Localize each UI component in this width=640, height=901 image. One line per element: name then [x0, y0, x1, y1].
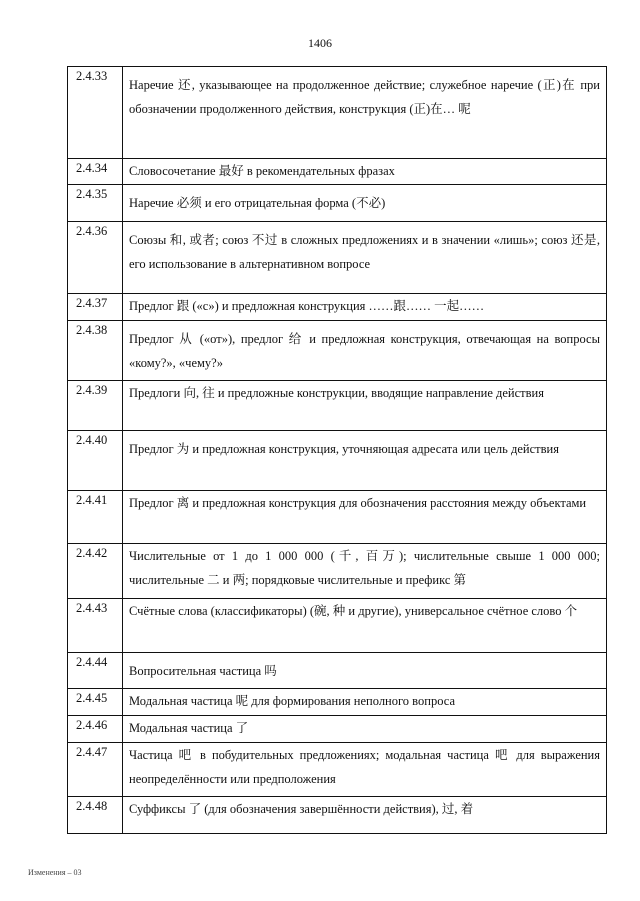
- row-description: Предлог 从 («от»), предлог 给 и предложная конструкция, отвечающая на вопросы «кому?», «чему?»: [123, 321, 607, 381]
- row-description: Предлог 离 и предложная конструкция для обозначения расстояния между объектами: [123, 491, 607, 544]
- table-row: [68, 743, 607, 797]
- table-row: [68, 716, 607, 743]
- table-row: [68, 653, 607, 689]
- footer-revision-note: Изменения – 03: [28, 868, 82, 877]
- grammar-topics-table: [67, 66, 607, 834]
- table-row: [68, 797, 607, 834]
- row-number: 2.4.34: [68, 159, 123, 185]
- row-number: 2.4.38: [68, 321, 123, 381]
- row-number: 2.4.47: [68, 743, 123, 797]
- table-row: [68, 431, 607, 491]
- row-number: 2.4.45: [68, 689, 123, 716]
- row-description: Наречие 还, указывающее на продолженное действие; служебное наречие (正)在 при обозначении продолженного действия, конструкция (正)在… 呢: [123, 67, 607, 159]
- table-row: [68, 222, 607, 294]
- row-description: Модальная частица 了: [123, 716, 607, 743]
- row-description: Предлоги 向, 往 и предложные конструкции, вводящие направление действия: [123, 381, 607, 431]
- table-row: [68, 544, 607, 599]
- table-row: [68, 67, 607, 159]
- row-number: 2.4.41: [68, 491, 123, 544]
- row-number: 2.4.42: [68, 544, 123, 599]
- row-number: 2.4.39: [68, 381, 123, 431]
- row-description: Предлог 为 и предложная конструкция, уточняющая адресата или цель действия: [123, 431, 607, 491]
- row-description: Модальная частица 呢 для формирования неполного вопроса: [123, 689, 607, 716]
- table-row: [68, 321, 607, 381]
- row-number: 2.4.37: [68, 294, 123, 321]
- row-description: Частица 吧 в побудительных предложениях; модальная частица 吧 для выражения неопределённости или предположения: [123, 743, 607, 797]
- row-number: 2.4.44: [68, 653, 123, 689]
- row-number: 2.4.36: [68, 222, 123, 294]
- row-number: 2.4.40: [68, 431, 123, 491]
- table-row: [68, 381, 607, 431]
- table-row: [68, 599, 607, 653]
- row-description: Словосочетание 最好 в рекомендательных фразах: [123, 159, 607, 185]
- row-number: 2.4.35: [68, 185, 123, 222]
- row-number: 2.4.33: [68, 67, 123, 159]
- table-row: [68, 294, 607, 321]
- row-number: 2.4.48: [68, 797, 123, 834]
- row-number: 2.4.46: [68, 716, 123, 743]
- table-row: [68, 491, 607, 544]
- row-description: Вопросительная частица 吗: [123, 653, 607, 689]
- row-number: 2.4.43: [68, 599, 123, 653]
- row-description: Наречие 必须 и его отрицательная форма (不必): [123, 185, 607, 222]
- page-number: 1406: [308, 36, 332, 50]
- table-row: [68, 185, 607, 222]
- row-description: Союзы 和, 或者; союз 不过 в сложных предложениях и в значении «лишь»; союз 还是, его использование в альтернативном вопросе: [123, 222, 607, 294]
- row-description: Предлог 跟 («с») и предложная конструкция ……跟…… 一起……: [123, 294, 607, 321]
- row-description: Числительные от 1 до 1 000 000 (千, 百万); числительные свыше 1 000 000; числительные 二 и 两; порядковые числительные и префикс 第: [123, 544, 607, 599]
- table-row: [68, 159, 607, 185]
- row-description: Суффиксы 了 (для обозначения завершённости действия), 过, 着: [123, 797, 607, 834]
- table-row: [68, 689, 607, 716]
- row-description: Счётные слова (классификаторы) (碗, 种 и другие), универсальное счётное слово 个: [123, 599, 607, 653]
